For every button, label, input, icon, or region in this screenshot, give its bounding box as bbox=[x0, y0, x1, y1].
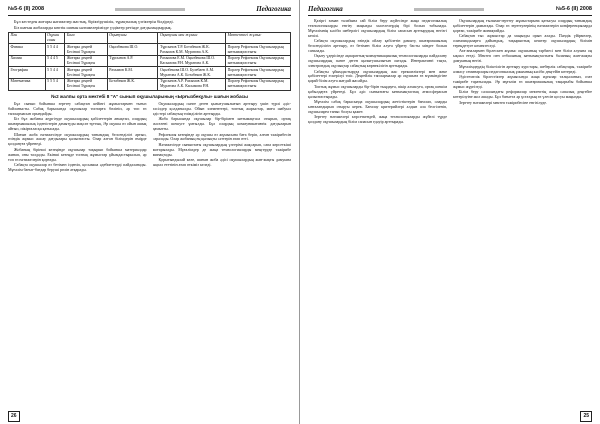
table-cell: Жоғары деңгей Бесінші Тұрақты bbox=[65, 55, 107, 67]
body-paragraph: Ата-аналармен бірлескен жұмыс оқушының тәрбиесі мен білім алуына оң ықпал етеді. Мектеп пен отбасының ынтымақтастығы баланың жан-жақты дамуының негізі. bbox=[453, 48, 592, 64]
table-cell: Рахымова Е.М. Оңалбекова Ш.О. Касымова Р.Н. Муратова А.К. bbox=[158, 55, 226, 67]
body-paragraph: Зерттеу нәтижелері көрсеткендей, жаңа технологияларды жүйелі түрде қолдану оқушылардың білім сапасын едәуір арттырады. bbox=[308, 114, 447, 125]
table-cell: Ботабеков Ж.К. bbox=[107, 78, 158, 90]
body-paragraph: Шағын жоба нәтижесінде оқушылардың танымдық белсенділігі артып, өзіндік жұмыс жасау дағдылары қалыптасты. Олар алған білімдерін өмірде қолдануға үйренеді. bbox=[8, 131, 147, 147]
right-page-header bbox=[308, 4, 592, 16]
table-row bbox=[9, 78, 291, 90]
column-header: Оқушы саны bbox=[45, 32, 65, 44]
section-title: Педагогика bbox=[256, 5, 291, 14]
table-cell: Рахымов К.М. bbox=[107, 67, 158, 79]
body-paragraph: Зерттеу нәтижелері мектеп тәжірибесіне енгізілуде. bbox=[459, 99, 548, 105]
table-cell: Тұрсынов Т.Р. Ботабеков Ж.К. Рахымов К.М. Муратова А.К. bbox=[158, 44, 226, 56]
table-cell: Порлер Рефлексия Оқушылардың ынтымақтастығы bbox=[226, 78, 291, 90]
article-subheading: №2 жалпы орта мектебі 8 "А" сынып оқушыларының «Ырғызбекұлы» шағын жобасы bbox=[51, 93, 248, 99]
table-row bbox=[9, 44, 291, 56]
body-paragraph: Жоба барысында оқушылар бір-бірімен ынтымақтаса отырып, ортақ мәселені шешуге ұмтылды. Бұл олардың коммуникативтік дағдыларын дамытты. bbox=[152, 116, 291, 132]
table-cell: Порлер Рефлексия Оқушылардың ынтымақтастығы bbox=[226, 44, 291, 56]
issue-number: №5-6 (II) 2008 bbox=[8, 6, 45, 13]
table-cell: Тұрсынов А.Р. bbox=[107, 55, 158, 67]
body-paragraph: Оқыту үдерісінде ақпараттық-коммуникациялық технологияларды пайдалану оқушылардың пәнге деген қызығушылығын оятады. Интерактивті тақта, электрондық оқулықтар сабақтың көрнекілігін арттырады. bbox=[308, 53, 447, 69]
table-cell: Оңалбекова Ш.О. bbox=[107, 44, 158, 56]
column-header: Мектептегі жұмыс bbox=[226, 32, 291, 44]
left-page-header bbox=[8, 4, 291, 16]
header-bar bbox=[115, 8, 185, 11]
body-paragraph: Сабақты ұйымдастыруда оқушылардың жас ерекшеліктері мен жеке қабілеттері ескерілуі тиіс. Деңгейлік тапсырмалар әр оқушыға өз мүмкіндігіне қарай білім алуға жағдай жасайды. bbox=[308, 68, 447, 84]
body-paragraph: Нәтижесінде сыныптағы оқушылардың үлгерімі жақсарып, сапа көрсеткіші жоғарылады. Мұғалімдер де жаңа технологияларды меңгеруде тәжірибе жинақтады. bbox=[152, 141, 291, 157]
body-paragraph: Қорытындылай келе, шағын жоба әдісі оқушылардың жан-жақты дамуына ықпал ететінін атап өткіміз келеді. bbox=[152, 157, 291, 167]
table-cell: 5 5 4 4 bbox=[45, 44, 65, 56]
body-paragraph: Мұғалім сабақ барысында оқушылардың жетістіктерін бағалап, оларды ынталандырып отыруы керек. Бағалау критерийлері алдын ала белгіленіп, оқушыларға таныс болуы қажет. bbox=[308, 98, 447, 114]
left-page-footer bbox=[8, 412, 20, 421]
body-paragraph: Жобаның бірінші кезеңінде оқушылар тақырып бойынша материалдар жинап, оны талдады. Екінші кезеңде топтық жұмыстар ұйымдастырылып, әр топ өз нәтижелерін қорғады. bbox=[8, 146, 147, 162]
column-header: Баға bbox=[65, 32, 107, 44]
left-column-1 bbox=[8, 102, 147, 308]
body-paragraph: Бұл сынып бойынша зерттеу сабақтан кейінгі жұмыстармен тығыз байланысты. Сабақ барысында оқушылар топтарға бөлініп, әр топ өз тапсырмасын орындайды. bbox=[8, 102, 147, 116]
page-number: 25 bbox=[580, 411, 592, 421]
body-paragraph: Сабақта оқушылар өз бетімен ізденіп, қосымша әдебиеттерді пайдаланады. Мұғалім бағыт-бағдар беруші рөлін атқарады. bbox=[8, 161, 147, 172]
table-cell: Жоғары деңгей Бесінші Тұрақты bbox=[65, 67, 107, 79]
body-paragraph: Топтық жұмыс оқушыларды бір-бірін тыңдауға, пікір алмасуға, ортақ шешім қабылдауға үйретеді. Бұл әдіс сыныптағы ынтымақтастық атмосферасын қалыптастырады. bbox=[308, 83, 447, 99]
table-cell: 5 4 4 5 bbox=[45, 55, 65, 67]
table-row bbox=[9, 67, 291, 79]
body-paragraph: Мұғалімдердің біліктілігін арттыру курстары, шеберлік сабақтары, тәжірибе алмасу семинарлары педагогикалық ұжымның кәсіби деңгейін көтереді. bbox=[453, 63, 592, 74]
section-title: Педагогика bbox=[308, 5, 343, 14]
issue-number: №5-6 (II) 2008 bbox=[555, 6, 592, 13]
header-bar bbox=[414, 8, 484, 11]
right-page bbox=[300, 0, 600, 424]
table-cell: Жоғары деңгей Бесінші Тұрақты bbox=[65, 44, 107, 56]
right-column-1 bbox=[308, 19, 447, 419]
table-cell: Порлер Рефлексия Оқушылардың ынтымақтастығы bbox=[226, 55, 291, 67]
table-cell: Тұрсынов А.Р. Рахымов К.М. Муратова А.К. Касымова Р.Н. bbox=[158, 78, 226, 90]
column-header: Оқытушы bbox=[107, 32, 158, 44]
body-paragraph: Әдістемелік бірлестіктер жұмысында жаңа идеялар талқыланып, озат тәжірибе таратылады. Әр мұғалім өз шығармашылық тақырыбы бойынша жұмыс жүргізеді. bbox=[453, 74, 592, 89]
table-cell: 5 5 4 4 bbox=[45, 67, 65, 79]
left-body-columns bbox=[8, 102, 291, 308]
left-column-2 bbox=[153, 102, 292, 308]
right-body-columns bbox=[308, 19, 592, 419]
table-cell: Порлер Рефлексия Оқушылардың ынтымақтастығы bbox=[226, 67, 291, 79]
body-paragraph: Оқушылардың пәнге деген қызығушылығын арттыру үшін түрлі әдіс-тәсілдер қолданылды. Ойын элементтері, топтық жарыстар, миға шабуыл әдістері сабақтың тиімділігін арттырды. bbox=[152, 102, 291, 116]
body-paragraph: Білім беру саласындағы реформалар мектептің жаңа сапалық деңгейге көтерілуіне жол ашады. Бұл бағытта әр ұстаздың өз үлесін қосуы маңызды. bbox=[453, 89, 592, 100]
table-cell: Химия bbox=[9, 55, 46, 67]
column-header: Оқытушы мен жұмыс bbox=[158, 32, 226, 44]
body-paragraph: Оқушылардың ғылыми-зерттеу жұмыстарына қатысуы олардың танымдық қабілеттерін дамытады. Олар өз зерттеулерінің нәтижелерін конференцияларда қорғап, тәжірибе жинақтайды. bbox=[453, 19, 592, 33]
right-column-2 bbox=[453, 19, 592, 419]
table-row bbox=[9, 55, 291, 67]
body-paragraph: Рефлексия кезеңінде әр оқушы өз жұмысына баға беріп, алған тәжірибесін саралады. Олар жобаның ең қызықты сәттерін атап өтті. bbox=[152, 131, 291, 142]
table-cell: География bbox=[9, 67, 46, 79]
table-cell: Физика bbox=[9, 44, 46, 56]
results-table bbox=[8, 32, 291, 91]
page-number: 26 bbox=[8, 411, 20, 421]
table-cell: Оңалбекова Ш.О. Булебаев А.М. Муратова А.К. Ботабеков Ж.К. bbox=[158, 67, 226, 79]
body-paragraph: Сабақта оқушылардың өзіндік ойлау қабілетін дамыту, шығармашылық белсенділігін арттыру, өз бетімен білім алуға үйрету басты міндет болып саналады. bbox=[308, 38, 447, 53]
column-header: Пән bbox=[9, 32, 46, 44]
body-paragraph: Біз бұл жобаны жүргізуде оқушылардың қабілеттерін анықтап, олардың шығармашылық ізденістерін дамытуды мақсат тұттық. Әр оқушы өз ойын ашық айтып, пікірталасқа қатысады. bbox=[8, 116, 147, 132]
intro-text bbox=[8, 19, 291, 30]
table-header-row bbox=[9, 32, 291, 44]
table-cell: Жоғары деңгей Бесінші Тұрақты bbox=[65, 78, 107, 90]
right-page-footer bbox=[580, 412, 592, 421]
intro-paragraph: Бұл кестеден жоғары нәтижелер жастық, біріктірушілік, тұрақтылық үзгіктерін білдіреді. bbox=[14, 19, 174, 24]
table-cell: 5 5 5 4 bbox=[45, 78, 65, 90]
table-cell: Математика bbox=[9, 78, 46, 90]
body-paragraph: Сабақтан тыс жұмыстар да маңызды орын алады. Пәндік үйірмелер, олимпиадаларға дайындық, тақырыптық кештер оқушылардың білімін тереңдетуге көмектеседі. bbox=[453, 33, 592, 48]
body-paragraph: Қазіргі заман талабына сай білім беру жүйесінде жаңа педагогикалық технологияларды енгізу маңызды мәселелердің бірі болып табылады. Мұғалімнің кәсіби шеберлігі оқушылардың білім сапасын арттырудың негізгі кепілі. bbox=[308, 19, 447, 38]
intro-paragraph: Біз шағын жобаларды көптік шағын нәтижелерімізде үздіктер ретінде дағдыландырдық. bbox=[14, 24, 172, 30]
